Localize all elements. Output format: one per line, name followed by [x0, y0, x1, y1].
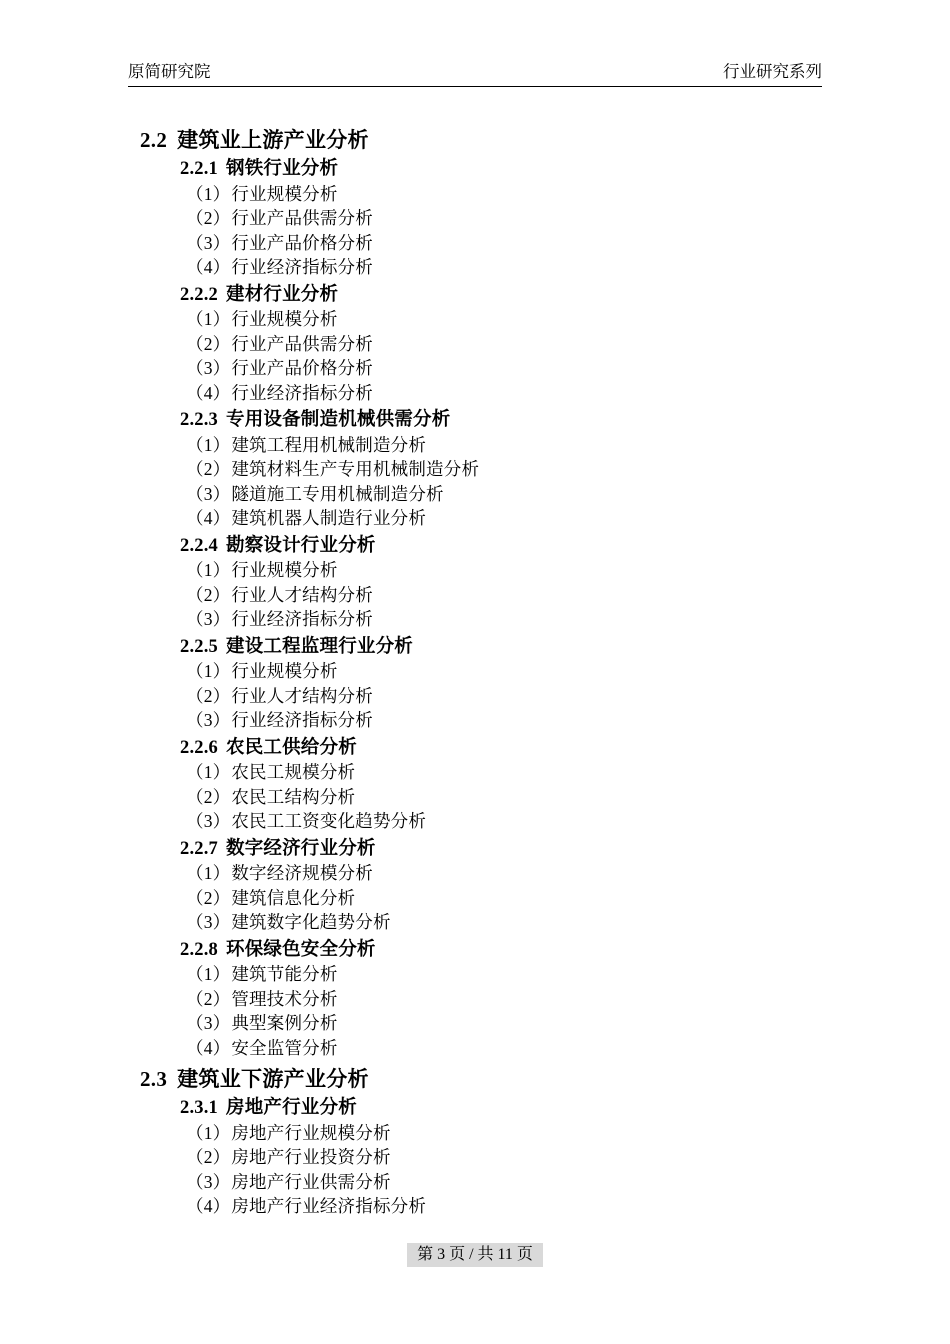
outline-item-text: 安全监管分析	[231, 1037, 338, 1058]
outline-item-level1	[140, 1069, 828, 1090]
outline-item-text: 数字经济规模分析	[231, 863, 373, 883]
outline-item-text: 农民工结构分析	[231, 786, 356, 807]
outline-item-number: （2）	[186, 887, 231, 908]
outline-item-level3	[186, 685, 828, 706]
outline-item-level3	[186, 510, 828, 528]
outline-item-number: 2.2.5	[180, 636, 218, 657]
outline-item-level3	[186, 210, 828, 228]
outline-item-text: 行业产品供需分析	[231, 208, 373, 228]
outline-item-level3	[186, 611, 828, 629]
outline-item-level3	[186, 562, 828, 580]
outline-item-number: （3）	[186, 358, 231, 378]
outline-item-level2	[180, 537, 828, 556]
outline-item-level3	[186, 259, 828, 277]
outline-item-text: 建筑节能分析	[231, 964, 338, 984]
outline-item-level3	[186, 1198, 828, 1216]
page-header	[128, 62, 822, 87]
outline-item-text: 房地产行业规模分析	[231, 1122, 391, 1143]
outline-item-text: 农民工规模分析	[231, 762, 356, 782]
outline-item-number: （2）	[186, 685, 231, 706]
outline-item-level3	[186, 1149, 828, 1167]
outline-list	[128, 118, 828, 1220]
outline-item-number: （3）	[186, 811, 231, 831]
outline-item-text: 房地产行业供需分析	[231, 1171, 391, 1192]
outline-item-text: 建筑数字化趋势分析	[231, 912, 391, 932]
outline-item-text: 建设工程监理行业分析	[226, 636, 414, 657]
outline-item-level2	[180, 840, 828, 859]
outline-item-text: 建筑机器人制造行业分析	[231, 508, 427, 528]
outline-item-level2	[180, 411, 828, 430]
outline-item-text: 钢铁行业分析	[226, 159, 339, 179]
outline-item-text: 行业规模分析	[231, 183, 338, 204]
outline-item-number: （2）	[186, 1147, 231, 1167]
outline-item-text: 行业经济指标分析	[231, 710, 373, 730]
outline-item-level3	[186, 914, 828, 932]
outline-item-number: （3）	[186, 912, 231, 932]
outline-item-number: （1）	[186, 964, 231, 984]
outline-item-number: （2）	[186, 333, 231, 354]
outline-item-text: 建筑信息化分析	[231, 887, 356, 908]
outline-item-level3	[186, 382, 828, 403]
outline-item-text: 建筑材料生产专用机械制造分析	[231, 459, 480, 479]
outline-item-number: （3）	[186, 1013, 231, 1033]
outline-item-number: 2.2.6	[180, 737, 218, 758]
page-number: 第 3 页 / 共 11 页	[407, 1243, 543, 1267]
outline-item-text: 行业产品价格分析	[231, 358, 373, 378]
outline-item-number: （2）	[186, 459, 231, 479]
outline-item-level3	[186, 311, 828, 329]
outline-item-level2	[180, 160, 828, 179]
outline-item-level3	[186, 865, 828, 883]
outline-item-number: （3）	[186, 609, 231, 629]
outline-item-level2	[180, 941, 828, 960]
outline-item-number: （1）	[186, 183, 231, 204]
outline-item-number: 2.3.1	[180, 1098, 218, 1118]
outline-item-number: 2.3	[140, 1067, 168, 1091]
outline-item-level2	[180, 638, 828, 657]
outline-item-level3	[186, 434, 828, 455]
outline-item-number: （4）	[186, 1037, 231, 1058]
outline-item-level3	[186, 1015, 828, 1033]
outline-item-number: （2）	[186, 988, 231, 1009]
outline-item-text: 管理技术分析	[231, 988, 338, 1009]
outline-item-level2	[180, 739, 828, 758]
outline-item-level3	[186, 333, 828, 354]
header-left-text: 原简研究院	[128, 62, 211, 81]
outline-item-level3	[186, 764, 828, 782]
page-footer	[0, 1243, 950, 1267]
outline-item-level3	[186, 786, 828, 807]
outline-item-level3	[186, 887, 828, 908]
outline-item-text: 隧道施工专用机械制造分析	[231, 483, 444, 504]
outline-item-level1	[140, 130, 828, 151]
outline-item-level3	[186, 1171, 828, 1192]
outline-item-level3	[186, 663, 828, 681]
outline-item-text: 建筑业上游产业分析	[177, 128, 369, 152]
outline-item-text: 房地产行业经济指标分析	[231, 1196, 427, 1216]
outline-item-number: （1）	[186, 434, 231, 455]
outline-item-text: 行业人才结构分析	[231, 584, 373, 605]
outline-item-number: （3）	[186, 483, 231, 504]
outline-item-number: 2.2.4	[180, 535, 218, 556]
outline-item-number: （4）	[186, 1196, 231, 1216]
outline-item-number: 2.2.8	[180, 939, 218, 960]
outline-item-number: （1）	[186, 863, 231, 883]
outline-item-level3	[186, 988, 828, 1009]
outline-item-text: 农民工工资变化趋势分析	[231, 811, 427, 831]
outline-item-text: 行业人才结构分析	[231, 685, 373, 706]
outline-item-number: （1）	[186, 1122, 231, 1143]
outline-item-number: （1）	[186, 560, 231, 580]
outline-item-text: 行业规模分析	[231, 560, 338, 580]
outline-item-text: 行业经济指标分析	[231, 257, 373, 277]
outline-item-text: 行业规模分析	[231, 661, 338, 681]
outline-item-level3	[186, 1122, 828, 1143]
outline-item-number: 2.2.3	[180, 410, 218, 430]
outline-item-number: （3）	[186, 1171, 231, 1192]
outline-item-text: 房地产行业投资分析	[231, 1147, 391, 1167]
outline-item-text: 建筑业下游产业分析	[177, 1067, 369, 1091]
outline-item-level3	[186, 712, 828, 730]
outline-item-number: （3）	[186, 232, 231, 253]
outline-item-text: 数字经济行业分析	[226, 838, 376, 859]
header-right-text: 行业研究系列	[723, 62, 822, 81]
outline-item-text: 勘察设计行业分析	[226, 535, 376, 556]
outline-item-level3	[186, 966, 828, 984]
outline-item-number: （1）	[186, 762, 231, 782]
outline-item-level2	[180, 286, 828, 305]
outline-item-number: （1）	[186, 661, 231, 681]
outline-item-text: 环保绿色安全分析	[226, 939, 376, 960]
outline-item-text: 行业经济指标分析	[231, 382, 373, 403]
outline-item-number: 2.2.2	[180, 284, 218, 305]
outline-item-text: 专用设备制造机械供需分析	[226, 410, 451, 430]
outline-item-level3	[186, 232, 828, 253]
outline-item-level3	[186, 360, 828, 378]
outline-item-number: （4）	[186, 382, 231, 403]
outline-item-number: （4）	[186, 257, 231, 277]
outline-item-text: 典型案例分析	[231, 1013, 338, 1033]
outline-item-text: 行业规模分析	[231, 309, 338, 329]
outline-item-text: 建筑工程用机械制造分析	[231, 434, 427, 455]
outline-item-number: 2.2	[140, 128, 168, 152]
outline-item-number: （2）	[186, 786, 231, 807]
outline-item-text: 行业产品供需分析	[231, 333, 373, 354]
outline-item-number: （4）	[186, 508, 231, 528]
outline-item-number: 2.2.7	[180, 838, 218, 859]
outline-item-number: 2.2.1	[180, 159, 218, 179]
outline-item-text: 建材行业分析	[226, 284, 339, 305]
outline-item-level3	[186, 584, 828, 605]
outline-item-text: 行业产品价格分析	[231, 232, 373, 253]
outline-item-level3	[186, 813, 828, 831]
outline-item-level3	[186, 1037, 828, 1058]
outline-item-text: 房地产行业分析	[226, 1098, 357, 1118]
outline-item-number: （1）	[186, 309, 231, 329]
outline-item-level3	[186, 461, 828, 479]
outline-item-number: （2）	[186, 208, 231, 228]
outline-item-level3	[186, 483, 828, 504]
outline-item-text: 农民工供给分析	[226, 737, 357, 758]
outline-item-level2	[180, 1099, 828, 1118]
outline-item-level3	[186, 183, 828, 204]
outline-item-text: 行业经济指标分析	[231, 609, 373, 629]
outline-item-number: （2）	[186, 584, 231, 605]
outline-item-number: （3）	[186, 710, 231, 730]
